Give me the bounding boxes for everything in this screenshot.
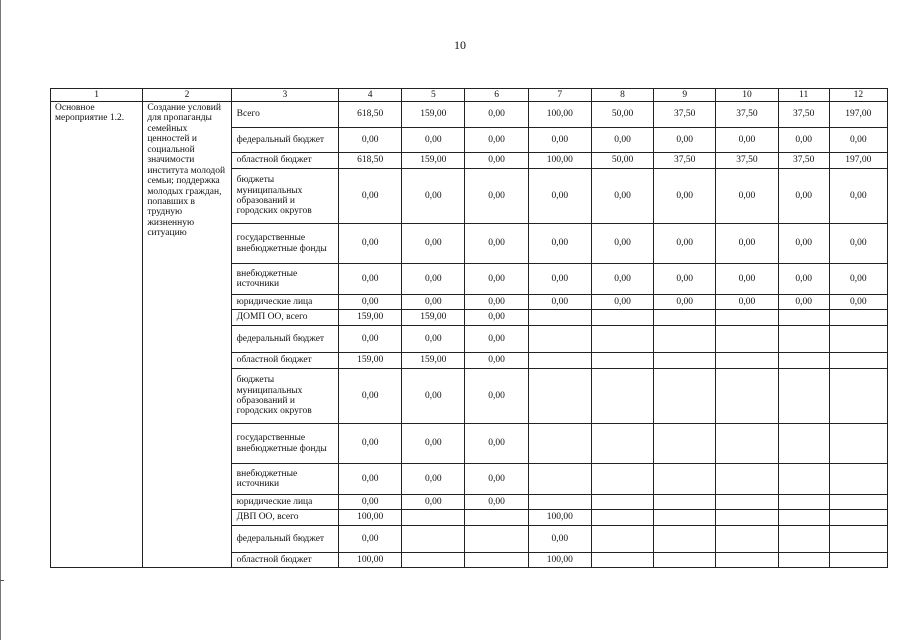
value-cell: 0,00 <box>339 369 402 424</box>
value-cell: 37,50 <box>716 102 778 128</box>
value-cell: 0,00 <box>339 495 402 510</box>
value-cell: 159,00 <box>402 102 465 128</box>
funding-source-cell: юридические лица <box>231 495 338 510</box>
value-cell: 0,00 <box>528 264 591 295</box>
column-header: 3 <box>231 89 338 102</box>
value-cell: 159,00 <box>339 353 402 369</box>
value-cell <box>716 510 778 526</box>
column-header: 10 <box>716 89 778 102</box>
value-cell: 0,00 <box>591 169 653 224</box>
value-cell: 618,50 <box>339 102 402 128</box>
funding-source-cell: ДОМП ОО, всего <box>231 310 338 326</box>
value-cell: 100,00 <box>528 553 591 568</box>
funding-source-cell: федеральный бюджет <box>231 526 338 553</box>
value-cell: 159,00 <box>402 310 465 326</box>
value-cell: 0,00 <box>654 264 716 295</box>
value-cell: 0,00 <box>829 169 887 224</box>
page-edge-line <box>0 0 1 640</box>
value-cell: 0,00 <box>402 295 465 310</box>
value-cell: 0,00 <box>654 224 716 264</box>
value-cell: 100,00 <box>528 510 591 526</box>
measure-cell: Основное мероприятие 1.2. <box>51 102 143 568</box>
value-cell <box>716 526 778 553</box>
value-cell: 0,00 <box>465 128 528 153</box>
value-cell: 0,00 <box>339 128 402 153</box>
page-number: 10 <box>454 38 466 52</box>
funding-source-cell: областной бюджет <box>231 553 338 568</box>
value-cell: 0,00 <box>402 369 465 424</box>
value-cell: 0,00 <box>402 464 465 495</box>
value-cell: 0,00 <box>339 464 402 495</box>
value-cell: 0,00 <box>716 224 778 264</box>
value-cell <box>829 369 887 424</box>
value-cell <box>654 369 716 424</box>
value-cell <box>778 310 829 326</box>
funding-source-cell: бюджеты муниципальных образований и городских округов <box>231 169 338 224</box>
value-cell <box>591 553 653 568</box>
funding-source-cell: ДВП ОО, всего <box>231 510 338 526</box>
funding-source-cell: областной бюджет <box>231 153 338 169</box>
column-header: 9 <box>654 89 716 102</box>
value-cell: 37,50 <box>716 153 778 169</box>
column-header: 12 <box>829 89 887 102</box>
value-cell <box>528 326 591 353</box>
value-cell: 0,00 <box>716 295 778 310</box>
value-cell: 0,00 <box>402 264 465 295</box>
value-cell <box>829 510 887 526</box>
funding-source-cell: Всего <box>231 102 338 128</box>
value-cell <box>778 464 829 495</box>
value-cell <box>716 326 778 353</box>
value-cell: 37,50 <box>654 102 716 128</box>
value-cell <box>716 495 778 510</box>
value-cell: 0,00 <box>465 369 528 424</box>
value-cell <box>591 424 653 464</box>
value-cell <box>654 353 716 369</box>
funding-source-cell: государственные внебюджетные фонды <box>231 224 338 264</box>
value-cell <box>591 495 653 510</box>
value-cell <box>778 526 829 553</box>
value-cell <box>654 310 716 326</box>
value-cell <box>465 553 528 568</box>
value-cell: 0,00 <box>465 310 528 326</box>
value-cell <box>528 464 591 495</box>
column-header: 4 <box>339 89 402 102</box>
value-cell <box>591 310 653 326</box>
value-cell <box>716 310 778 326</box>
value-cell: 0,00 <box>465 102 528 128</box>
value-cell <box>528 310 591 326</box>
value-cell: 197,00 <box>829 102 887 128</box>
value-cell: 100,00 <box>528 153 591 169</box>
value-cell: 0,00 <box>402 424 465 464</box>
value-cell: 0,00 <box>402 495 465 510</box>
value-cell <box>591 369 653 424</box>
page-edge-tick <box>0 580 4 581</box>
value-cell <box>716 464 778 495</box>
value-cell <box>465 526 528 553</box>
table-row <box>51 102 888 128</box>
column-header: 11 <box>778 89 829 102</box>
value-cell: 0,00 <box>339 264 402 295</box>
value-cell: 0,00 <box>402 169 465 224</box>
value-cell: 0,00 <box>339 326 402 353</box>
value-cell: 37,50 <box>778 153 829 169</box>
table-body <box>51 89 888 568</box>
value-cell: 0,00 <box>778 169 829 224</box>
value-cell: 0,00 <box>654 295 716 310</box>
value-cell: 0,00 <box>528 295 591 310</box>
value-cell: 0,00 <box>829 224 887 264</box>
value-cell: 0,00 <box>339 526 402 553</box>
value-cell <box>528 369 591 424</box>
value-cell <box>778 495 829 510</box>
value-cell <box>716 369 778 424</box>
value-cell <box>716 424 778 464</box>
value-cell: 0,00 <box>339 224 402 264</box>
funding-source-cell: областной бюджет <box>231 353 338 369</box>
value-cell <box>829 310 887 326</box>
value-cell: 0,00 <box>778 224 829 264</box>
value-cell <box>829 424 887 464</box>
value-cell: 0,00 <box>778 295 829 310</box>
value-cell: 197,00 <box>829 153 887 169</box>
value-cell <box>778 424 829 464</box>
value-cell: 100,00 <box>528 102 591 128</box>
value-cell: 0,00 <box>465 169 528 224</box>
value-cell <box>528 495 591 510</box>
value-cell <box>654 526 716 553</box>
value-cell: 0,00 <box>465 153 528 169</box>
value-cell: 0,00 <box>528 128 591 153</box>
value-cell: 50,00 <box>591 102 653 128</box>
value-cell: 37,50 <box>778 102 829 128</box>
column-header: 6 <box>465 89 528 102</box>
value-cell <box>716 353 778 369</box>
value-cell: 0,00 <box>778 264 829 295</box>
value-cell: 0,00 <box>465 326 528 353</box>
value-cell <box>528 424 591 464</box>
value-cell: 100,00 <box>339 553 402 568</box>
value-cell: 159,00 <box>402 353 465 369</box>
value-cell <box>829 553 887 568</box>
value-cell: 159,00 <box>402 153 465 169</box>
value-cell <box>829 353 887 369</box>
value-cell: 0,00 <box>402 128 465 153</box>
funding-source-cell: внебюджетные источники <box>231 464 338 495</box>
value-cell: 0,00 <box>465 495 528 510</box>
value-cell <box>402 526 465 553</box>
value-cell <box>591 464 653 495</box>
value-cell <box>591 353 653 369</box>
value-cell: 0,00 <box>829 264 887 295</box>
value-cell: 0,00 <box>339 295 402 310</box>
value-cell: 0,00 <box>465 264 528 295</box>
value-cell: 0,00 <box>778 128 829 153</box>
value-cell: 50,00 <box>591 153 653 169</box>
value-cell: 0,00 <box>716 169 778 224</box>
value-cell <box>591 526 653 553</box>
value-cell: 0,00 <box>528 169 591 224</box>
value-cell <box>654 464 716 495</box>
value-cell: 0,00 <box>402 224 465 264</box>
value-cell: 0,00 <box>716 128 778 153</box>
description-cell: Создание условий для пропаганды семейных ценностей и социальной значимости института молодой семьи; поддержка молодых граждан, попавших в трудную жизненную ситуацию <box>143 102 231 568</box>
value-cell <box>654 553 716 568</box>
value-cell: 0,00 <box>465 353 528 369</box>
value-cell: 0,00 <box>829 295 887 310</box>
funding-source-cell: внебюджетные источники <box>231 264 338 295</box>
value-cell <box>829 526 887 553</box>
column-header: 8 <box>591 89 653 102</box>
column-header: 5 <box>402 89 465 102</box>
value-cell <box>465 510 528 526</box>
value-cell <box>778 326 829 353</box>
budget-table <box>50 88 888 568</box>
value-cell: 100,00 <box>339 510 402 526</box>
value-cell <box>402 553 465 568</box>
funding-source-cell: государственные внебюджетные фонды <box>231 424 338 464</box>
value-cell: 0,00 <box>339 424 402 464</box>
value-cell <box>654 326 716 353</box>
value-cell: 0,00 <box>465 224 528 264</box>
funding-source-cell: федеральный бюджет <box>231 128 338 153</box>
value-cell <box>716 553 778 568</box>
value-cell <box>591 326 653 353</box>
value-cell: 0,00 <box>829 128 887 153</box>
value-cell: 618,50 <box>339 153 402 169</box>
value-cell: 0,00 <box>591 224 653 264</box>
column-header: 1 <box>51 89 143 102</box>
value-cell <box>654 495 716 510</box>
value-cell <box>528 353 591 369</box>
value-cell: 0,00 <box>591 295 653 310</box>
column-header: 2 <box>143 89 231 102</box>
value-cell <box>829 464 887 495</box>
value-cell: 0,00 <box>465 295 528 310</box>
value-cell: 0,00 <box>465 424 528 464</box>
value-cell: 0,00 <box>716 264 778 295</box>
value-cell <box>778 510 829 526</box>
funding-source-cell: бюджеты муниципальных образований и городских округов <box>231 369 338 424</box>
value-cell: 159,00 <box>339 310 402 326</box>
funding-source-cell: федеральный бюджет <box>231 326 338 353</box>
value-cell <box>654 424 716 464</box>
value-cell <box>778 369 829 424</box>
header-row <box>51 89 888 102</box>
value-cell: 0,00 <box>528 224 591 264</box>
value-cell: 0,00 <box>528 526 591 553</box>
value-cell <box>778 353 829 369</box>
funding-source-cell: юридические лица <box>231 295 338 310</box>
value-cell <box>654 510 716 526</box>
value-cell: 37,50 <box>654 153 716 169</box>
column-header: 7 <box>528 89 591 102</box>
value-cell <box>402 510 465 526</box>
value-cell <box>829 326 887 353</box>
value-cell <box>829 495 887 510</box>
value-cell: 0,00 <box>654 169 716 224</box>
value-cell <box>778 553 829 568</box>
value-cell <box>591 510 653 526</box>
value-cell: 0,00 <box>654 128 716 153</box>
value-cell: 0,00 <box>339 169 402 224</box>
value-cell: 0,00 <box>402 326 465 353</box>
value-cell: 0,00 <box>465 464 528 495</box>
value-cell: 0,00 <box>591 128 653 153</box>
value-cell: 0,00 <box>591 264 653 295</box>
